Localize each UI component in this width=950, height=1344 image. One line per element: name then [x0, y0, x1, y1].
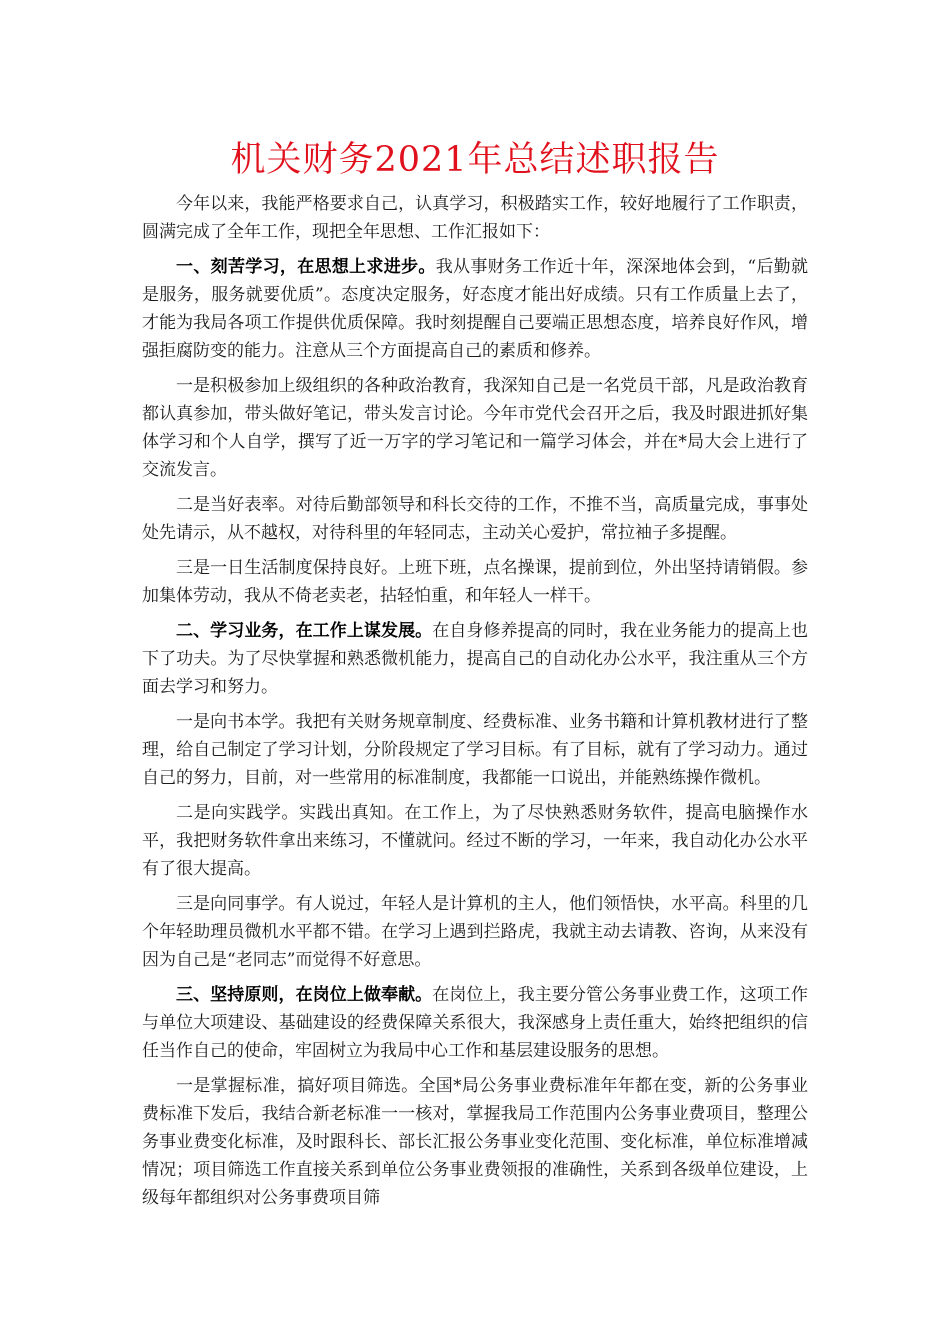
section-heading-3: 三、坚持原则，在岗位上做奉献。: [176, 985, 433, 1005]
paragraph-text: 在岗位上，我主要分管公务事业费工作，这项工作与单位大项建设、基础建设的经费保障关系很大，我深感身上责任重大，始终把组织的信任当作自己的使命，牢固树立为我局中心工作和基层建设服务的思想。: [142, 985, 808, 1061]
paragraph-3-1: [142, 1072, 808, 1212]
section-heading-1: 一、刻苦学习，在思想上求进步。: [176, 257, 436, 277]
paragraph-text: 二是当好表率。对待后勤部领导和科长交待的工作，不推不当，高质量完成，事事处处先请示，从不越权，对待科里的年轻同志，主动关心爱护，常拉袖子多提醒。: [142, 495, 808, 543]
paragraph-intro: [142, 190, 808, 246]
paragraph-text: 二是向实践学。实践出真知。在工作上，为了尽快熟悉财务软件，提高电脑操作水平，我把财务软件拿出来练习，不懂就问。经过不断的学习，一年来，我自动化办公水平有了很大提高。: [142, 803, 808, 879]
paragraph-text: 一是向书本学。我把有关财务规章制度、经费标准、业务书籍和计算机教材进行了整理，给自己制定了学习计划，分阶段规定了学习目标。有了目标，就有了学习动力。通过自己的努力，目前，对一些常用的标准制度，我都能一口说出，并能熟练操作微机。: [142, 712, 808, 788]
paragraph-2-2: [142, 799, 808, 883]
section-heading-2: 二、学习业务，在工作上谋发展。: [176, 621, 433, 641]
paragraph-text: 三是向同事学。有人说过，年轻人是计算机的主人，他们领悟快，水平高。科里的几个年轻助理员微机水平都不错。在学习上遇到拦路虎，我就主动去请教、咨询，从来没有因为自己是“老同志”而觉得不好意思。: [142, 894, 808, 970]
document-title: 机关财务2021年总结述职报告: [230, 140, 720, 180]
section-2-paragraph: [142, 617, 808, 701]
paragraph-1-2: [142, 491, 808, 547]
paragraph-text: 我从事财务工作近十年，深深地体会到，“后勤就是服务，服务就要优质”。态度决定服务，好态度才能出好成绩。只有工作质量上去了，才能为我局各项工作提供优质保障。我时刻提醒自己要端正思想态度，培养良好作风，增强拒腐防变的能力。注意从三个方面提高自己的素质和修养。: [142, 257, 808, 361]
paragraph-2-3: [142, 890, 808, 974]
section-1-paragraph: [142, 253, 808, 365]
paragraph-text: 一是掌握标准，搞好项目筛选。全国*局公务事业费标准年年都在变，新的公务事业费标准下发后，我结合新老标准一一核对，掌握我局工作范围内公务事业费项目，整理公务事业费变化标准，及时跟科长、部长汇报公务事业变化范围、变化标准，单位标准增减情况；项目筛选工作直接关系到单位公务事业费领报的准确性，关系到各级单位建设，上级每年都组织对公务事费项目筛: [142, 1076, 808, 1208]
paragraph-text: 一是积极参加上级组织的各种政治教育，我深知自己是一名党员干部，凡是政治教育都认真参加，带头做好笔记，带头发言讨论。今年市党代会召开之后，我及时跟进抓好集体学习和个人自学，撰写了近一万字的学习笔记和一篇学习体会，并在*局大会上进行了交流发言。: [142, 376, 808, 480]
paragraph-text: 在自身修养提高的同时，我在业务能力的提高上也下了功夫。为了尽快掌握和熟悉微机能力，提高自己的自动化办公水平，我注重从三个方面去学习和努力。: [142, 621, 808, 697]
paragraph-text: 三是一日生活制度保持良好。上班下班，点名操课，提前到位，外出坚持请销假。参加集体劳动，我从不倚老卖老，拈轻怕重，和年轻人一样干。: [142, 558, 808, 606]
paragraph-1-3: [142, 554, 808, 610]
paragraph-text: 今年以来，我能严格要求自己，认真学习，积极踏实工作，较好地履行了工作职责，圆满完成了全年工作，现把全年思想、工作汇报如下：: [142, 194, 808, 242]
document-body: [142, 190, 808, 1219]
section-3-paragraph: [142, 981, 808, 1065]
paragraph-2-1: [142, 708, 808, 792]
paragraph-1-1: [142, 372, 808, 484]
